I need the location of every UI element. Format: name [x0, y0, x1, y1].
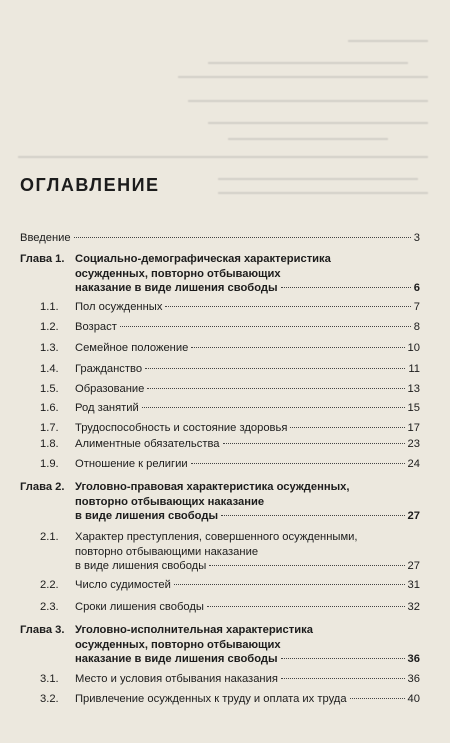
toc-entry-number: Глава 2. [20, 481, 65, 493]
dot-leader [209, 565, 404, 566]
toc-entry-number: 1.4. [40, 363, 59, 375]
toc-page-number: 17 [407, 422, 420, 434]
toc-entry-title-line: в виде лишения свободы [75, 560, 207, 572]
toc-entry-title [75, 578, 420, 593]
toc-entry-title-line: осужденных, повторно отбывающих [75, 638, 281, 651]
toc-entry-title-line: Пол осужденных [75, 301, 163, 313]
toc-entry-title-line: Алиментные обязательства [75, 438, 220, 450]
toc-entry-number: 3.2. [40, 693, 59, 705]
toc-entry-title-line: Место и условия отбывания наказания [75, 673, 278, 685]
toc-page-number: 7 [413, 301, 420, 313]
dot-leader [165, 306, 410, 307]
toc-entry-row [75, 437, 420, 452]
toc-page-number: 27 [407, 560, 420, 572]
toc-entry-row [75, 578, 420, 593]
toc-entry-row [75, 457, 420, 472]
toc-page-number: 3 [413, 232, 420, 244]
toc-entry-title [75, 252, 420, 296]
toc-entry-title-line: Число судимостей [75, 579, 171, 591]
dot-leader [142, 407, 405, 408]
toc-entry-title-line: Трудоспособность и состояние здоровья [75, 422, 288, 434]
toc-entry-title [75, 401, 420, 416]
toc-entry-title-line: Род занятий [75, 402, 139, 414]
dot-leader [281, 658, 405, 659]
dot-leader [191, 347, 404, 348]
toc-entry-number: 2.3. [40, 601, 59, 613]
toc-entry-row [75, 341, 420, 356]
toc-entry-title-line: повторно отбывающими наказание [75, 545, 259, 558]
dot-leader [281, 287, 411, 288]
toc-entry-title-line: Семейное положение [75, 342, 189, 354]
toc-entry-title [75, 320, 420, 335]
toc-entry-title-line: Характер преступления, совершенного осужденными, [75, 531, 358, 543]
toc-entry-number: 1.1. [40, 301, 59, 313]
toc-entry-row [20, 231, 420, 246]
toc-page-number: 27 [407, 510, 420, 522]
toc-entry-title-line: Уголовно-правовая характеристика осужденных, [75, 481, 350, 493]
toc-page-number: 10 [407, 342, 420, 354]
dot-leader [350, 698, 405, 699]
toc-entry-row [75, 600, 420, 615]
toc-entry-row [75, 401, 420, 416]
toc-entry-title [75, 457, 420, 472]
toc-entry-title-line: Введение [20, 232, 71, 244]
toc-entry-title-line: Гражданство [75, 363, 143, 375]
toc-entry-row [75, 559, 420, 574]
toc-page-number: 24 [407, 458, 420, 470]
toc-entry-title [75, 341, 420, 356]
toc-entry-title-line: Привлечение осужденных к труду и оплата их труда [75, 693, 347, 705]
toc-entry-number: Глава 1. [20, 253, 65, 265]
toc-entry-number: 2.2. [40, 579, 59, 591]
toc-entry-number: 1.2. [40, 321, 59, 333]
toc-page-number: 23 [407, 438, 420, 450]
toc-entry-title-line: осужденных, повторно отбывающих [75, 267, 281, 280]
toc-entry-row [75, 692, 420, 707]
toc-entry-title-line: Социально-демографическая характеристика [75, 253, 331, 265]
toc-page-number: 15 [407, 402, 420, 414]
toc-entry-number: 1.9. [40, 458, 59, 470]
toc-page-number: 11 [408, 363, 420, 375]
toc-page-number: 36 [407, 653, 420, 665]
toc-entry-title [75, 692, 420, 707]
dot-leader [145, 368, 405, 369]
dot-leader [207, 606, 405, 607]
toc-entry-title [75, 600, 420, 615]
toc-entry-title-line: Сроки лишения свободы [75, 601, 204, 613]
toc-entry-row [75, 300, 420, 315]
toc-entry-row [75, 320, 420, 335]
dot-leader [120, 326, 411, 327]
toc-heading: ОГЛАВЛЕНИЕ [20, 175, 160, 195]
toc-page-number: 40 [407, 693, 420, 705]
toc-entry-title-line: в виде лишения свободы [75, 510, 219, 522]
dot-leader [174, 584, 405, 585]
toc-entry-title-line: Образование [75, 383, 145, 395]
toc-page-number: 31 [407, 579, 420, 591]
toc-entry-title-line: наказание в виде лишения свободы [75, 282, 278, 294]
toc-entry-number: 1.3. [40, 342, 59, 354]
toc-entry-title-line: повторно отбывающих наказание [75, 495, 265, 508]
toc-entry-title [75, 421, 420, 436]
toc-entry-number: 1.5. [40, 383, 59, 395]
toc-entry-number: 3.1. [40, 673, 59, 685]
dot-leader [223, 443, 405, 444]
toc-entry-title [75, 300, 420, 315]
toc-entry-row [75, 672, 420, 687]
dot-leader [290, 427, 404, 428]
toc-entry-row [75, 652, 420, 667]
toc-entry-number: 1.6. [40, 402, 59, 414]
toc-entry-number: 1.8. [40, 438, 59, 450]
toc-page-number: 32 [407, 601, 420, 613]
toc-entry-row [75, 382, 420, 397]
toc-entry-number: 2.1. [40, 531, 59, 543]
toc-entry-title [75, 480, 420, 524]
toc-entry-title-line: Уголовно-исполнительная характеристика [75, 624, 313, 636]
toc-entry-row [75, 421, 420, 436]
toc-page-number: 36 [407, 673, 420, 685]
toc-entry-row [75, 362, 420, 377]
toc-entry-title [75, 362, 420, 377]
toc-entry-title [75, 437, 420, 452]
toc-page-number: 8 [413, 321, 420, 333]
toc-entry-title [75, 530, 420, 574]
dot-leader [74, 237, 411, 238]
toc-entry-title [75, 672, 420, 687]
toc-entry-title-line: Возраст [75, 321, 117, 333]
toc-entry-number: 1.7. [40, 422, 59, 434]
dot-leader [147, 388, 404, 389]
toc-entry-title [75, 623, 420, 667]
toc-entry-title [20, 231, 420, 246]
dot-leader [221, 515, 405, 516]
toc-entry-row [75, 281, 420, 296]
dot-leader [281, 678, 405, 679]
toc-entry-title-line: Отношение к религии [75, 458, 188, 470]
toc-entry-title-line: наказание в виде лишения свободы [75, 653, 278, 665]
toc-entry-row [75, 509, 420, 524]
toc-entry-title [75, 382, 420, 397]
dot-leader [191, 463, 405, 464]
toc-entry-number: Глава 3. [20, 624, 65, 636]
toc-page-number: 6 [413, 282, 420, 294]
toc-page-number: 13 [407, 383, 420, 395]
